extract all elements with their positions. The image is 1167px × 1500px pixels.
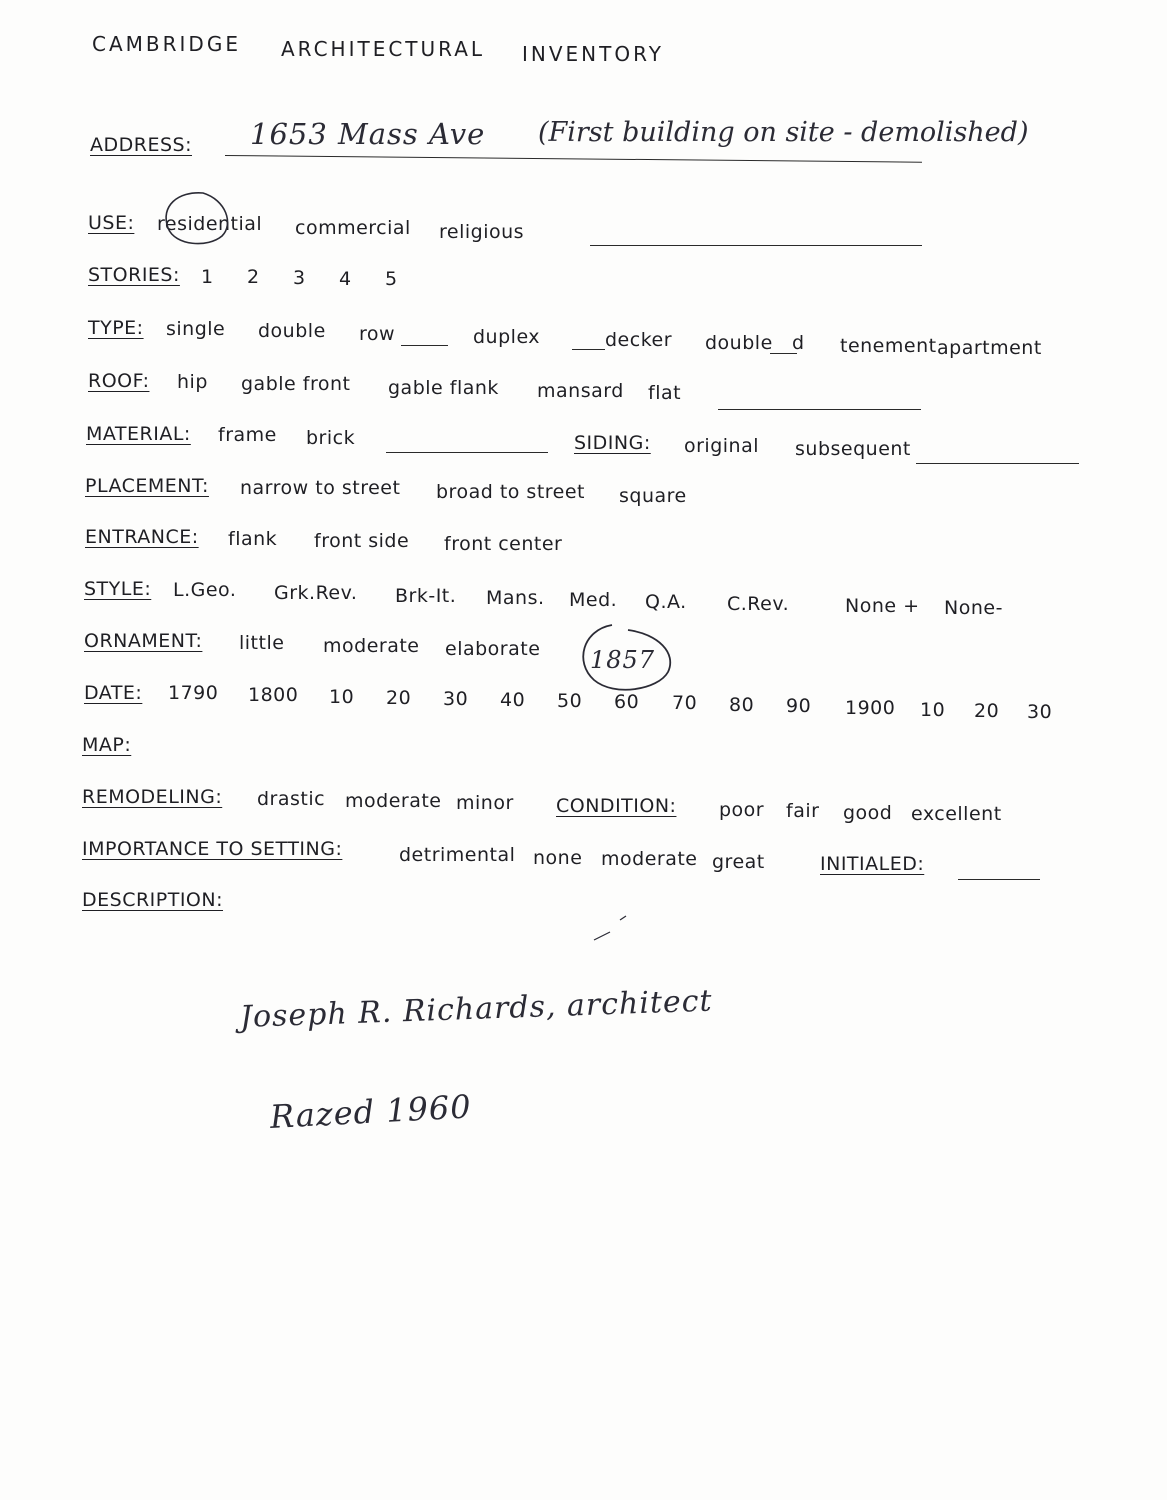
entrance-option-front-side: front side xyxy=(314,530,410,552)
remodeling-option-moderate: moderate xyxy=(345,790,442,812)
address-label: ADDRESS: xyxy=(90,134,192,156)
date-option-1800: 1800 xyxy=(248,684,299,706)
condition-option-excellent: excellent xyxy=(911,803,1002,825)
roof-option-flat: flat xyxy=(648,382,682,404)
stories-option-1: 1 xyxy=(201,266,214,288)
date-option-1910: 10 xyxy=(920,699,946,721)
style-option-brkit: Brk-It. xyxy=(395,585,457,607)
entrance-label: ENTRANCE: xyxy=(85,526,199,548)
stray-pen-mark xyxy=(594,932,610,940)
date-option-1790: 1790 xyxy=(168,682,219,704)
type-double-decker-suffix: d xyxy=(792,332,805,354)
form-title-word-3: INVENTORY xyxy=(522,42,664,66)
roof-option-hip: hip xyxy=(177,371,208,393)
stories-option-5: 5 xyxy=(385,268,398,290)
stories-option-2: 2 xyxy=(247,266,260,288)
date-option-30: 30 xyxy=(443,688,469,710)
type-option-single: single xyxy=(166,318,226,340)
style-option-crev: C.Rev. xyxy=(727,593,790,615)
date-handwritten-value: 1857 xyxy=(590,646,656,674)
entrance-option-flank: flank xyxy=(228,528,278,550)
placement-option-square: square xyxy=(619,485,687,507)
siding-label: SIDING: xyxy=(574,432,651,454)
condition-option-fair: fair xyxy=(786,800,820,822)
siding-option-original: original xyxy=(684,435,760,457)
type-option-row: row xyxy=(359,323,396,345)
map-label: MAP: xyxy=(82,734,132,756)
date-label: DATE: xyxy=(84,682,143,704)
date-option-10: 10 xyxy=(329,686,355,708)
siding-option-subsequent: subsequent xyxy=(795,438,911,460)
use-option-religious: religious xyxy=(439,221,525,243)
ornament-option-elaborate: elaborate xyxy=(445,638,541,660)
type-option-apartment: apartment xyxy=(937,337,1042,359)
date-option-1920: 20 xyxy=(974,700,1000,722)
type-label: TYPE: xyxy=(88,317,144,339)
placement-label: PLACEMENT: xyxy=(85,475,209,497)
type-option-duplex: duplex xyxy=(473,326,541,348)
remodeling-option-drastic: drastic xyxy=(257,788,326,810)
form-title-word-2: ARCHITECTURAL xyxy=(281,37,486,61)
importance-option-detrimental: detrimental xyxy=(399,844,516,866)
roof-label: ROOF: xyxy=(88,370,150,392)
style-option-grkrev: Grk.Rev. xyxy=(274,582,358,604)
remodeling-option-minor: minor xyxy=(456,792,514,814)
roof-option-gable-flank: gable flank xyxy=(388,377,499,399)
use-option-commercial: commercial xyxy=(295,217,411,239)
ornament-label: ORNAMENT: xyxy=(84,630,203,652)
style-option-mans: Mans. xyxy=(486,587,545,609)
description-handwritten-line-1: Joseph R. Richards, architect xyxy=(239,983,714,1035)
placement-option-broad: broad to street xyxy=(436,481,586,503)
stories-option-3: 3 xyxy=(293,267,306,289)
use-label: USE: xyxy=(88,212,135,234)
style-option-med: Med. xyxy=(569,589,618,611)
description-handwritten-line-2: Razed 1960 xyxy=(269,1087,473,1136)
material-option-brick: brick xyxy=(306,427,356,449)
date-option-60: 60 xyxy=(614,691,640,713)
initialed-label: INITIALED: xyxy=(820,853,925,875)
roof-option-mansard: mansard xyxy=(537,380,624,402)
stray-pen-mark-small xyxy=(620,916,626,920)
style-option-none-plus: None + xyxy=(845,595,920,617)
description-label: DESCRIPTION: xyxy=(82,889,224,911)
residential-selection-circle xyxy=(166,193,227,244)
condition-option-good: good xyxy=(843,802,893,824)
use-option-residential: residential xyxy=(157,213,263,235)
importance-option-moderate: moderate xyxy=(601,848,698,870)
material-label: MATERIAL: xyxy=(86,423,191,445)
stories-option-4: 4 xyxy=(339,268,352,290)
type-option-tenement: tenement xyxy=(840,335,937,357)
remodeling-label: REMODELING: xyxy=(82,786,223,808)
type-option-double: double xyxy=(258,320,326,342)
form-title-word-1: CAMBRIDGE xyxy=(92,32,241,56)
date-selection-circle xyxy=(583,625,670,690)
date-option-70: 70 xyxy=(672,692,698,714)
date-option-1930: 30 xyxy=(1027,701,1053,723)
condition-option-poor: poor xyxy=(719,799,765,821)
stories-label: STORIES: xyxy=(88,264,180,286)
importance-option-none: none xyxy=(533,847,583,869)
date-option-50: 50 xyxy=(557,690,583,712)
date-option-1900: 1900 xyxy=(845,697,896,719)
date-option-20: 20 xyxy=(386,687,412,709)
entrance-option-front-center: front center xyxy=(444,533,563,555)
ornament-option-little: little xyxy=(239,632,285,654)
address-note: (First building on site - demolished) xyxy=(538,117,1029,148)
placement-option-narrow: narrow to street xyxy=(240,477,401,499)
style-option-lgeo: L.Geo. xyxy=(173,579,237,601)
style-option-none-minus: None- xyxy=(944,597,1003,619)
style-option-qa: Q.A. xyxy=(645,591,687,613)
material-option-frame: frame xyxy=(218,424,277,446)
date-option-90: 90 xyxy=(786,695,812,717)
address-value: 1653 Mass Ave xyxy=(250,117,486,151)
date-option-40: 40 xyxy=(500,689,526,711)
type-option-decker: decker xyxy=(605,329,673,351)
type-option-double-decker: double xyxy=(705,332,773,354)
importance-label: IMPORTANCE TO SETTING: xyxy=(82,838,343,860)
ornament-option-moderate: moderate xyxy=(323,635,420,657)
date-option-80: 80 xyxy=(729,694,755,716)
importance-option-great: great xyxy=(712,851,765,873)
roof-option-gable-front: gable front xyxy=(241,373,351,395)
style-label: STYLE: xyxy=(84,578,152,600)
condition-label: CONDITION: xyxy=(556,795,677,817)
